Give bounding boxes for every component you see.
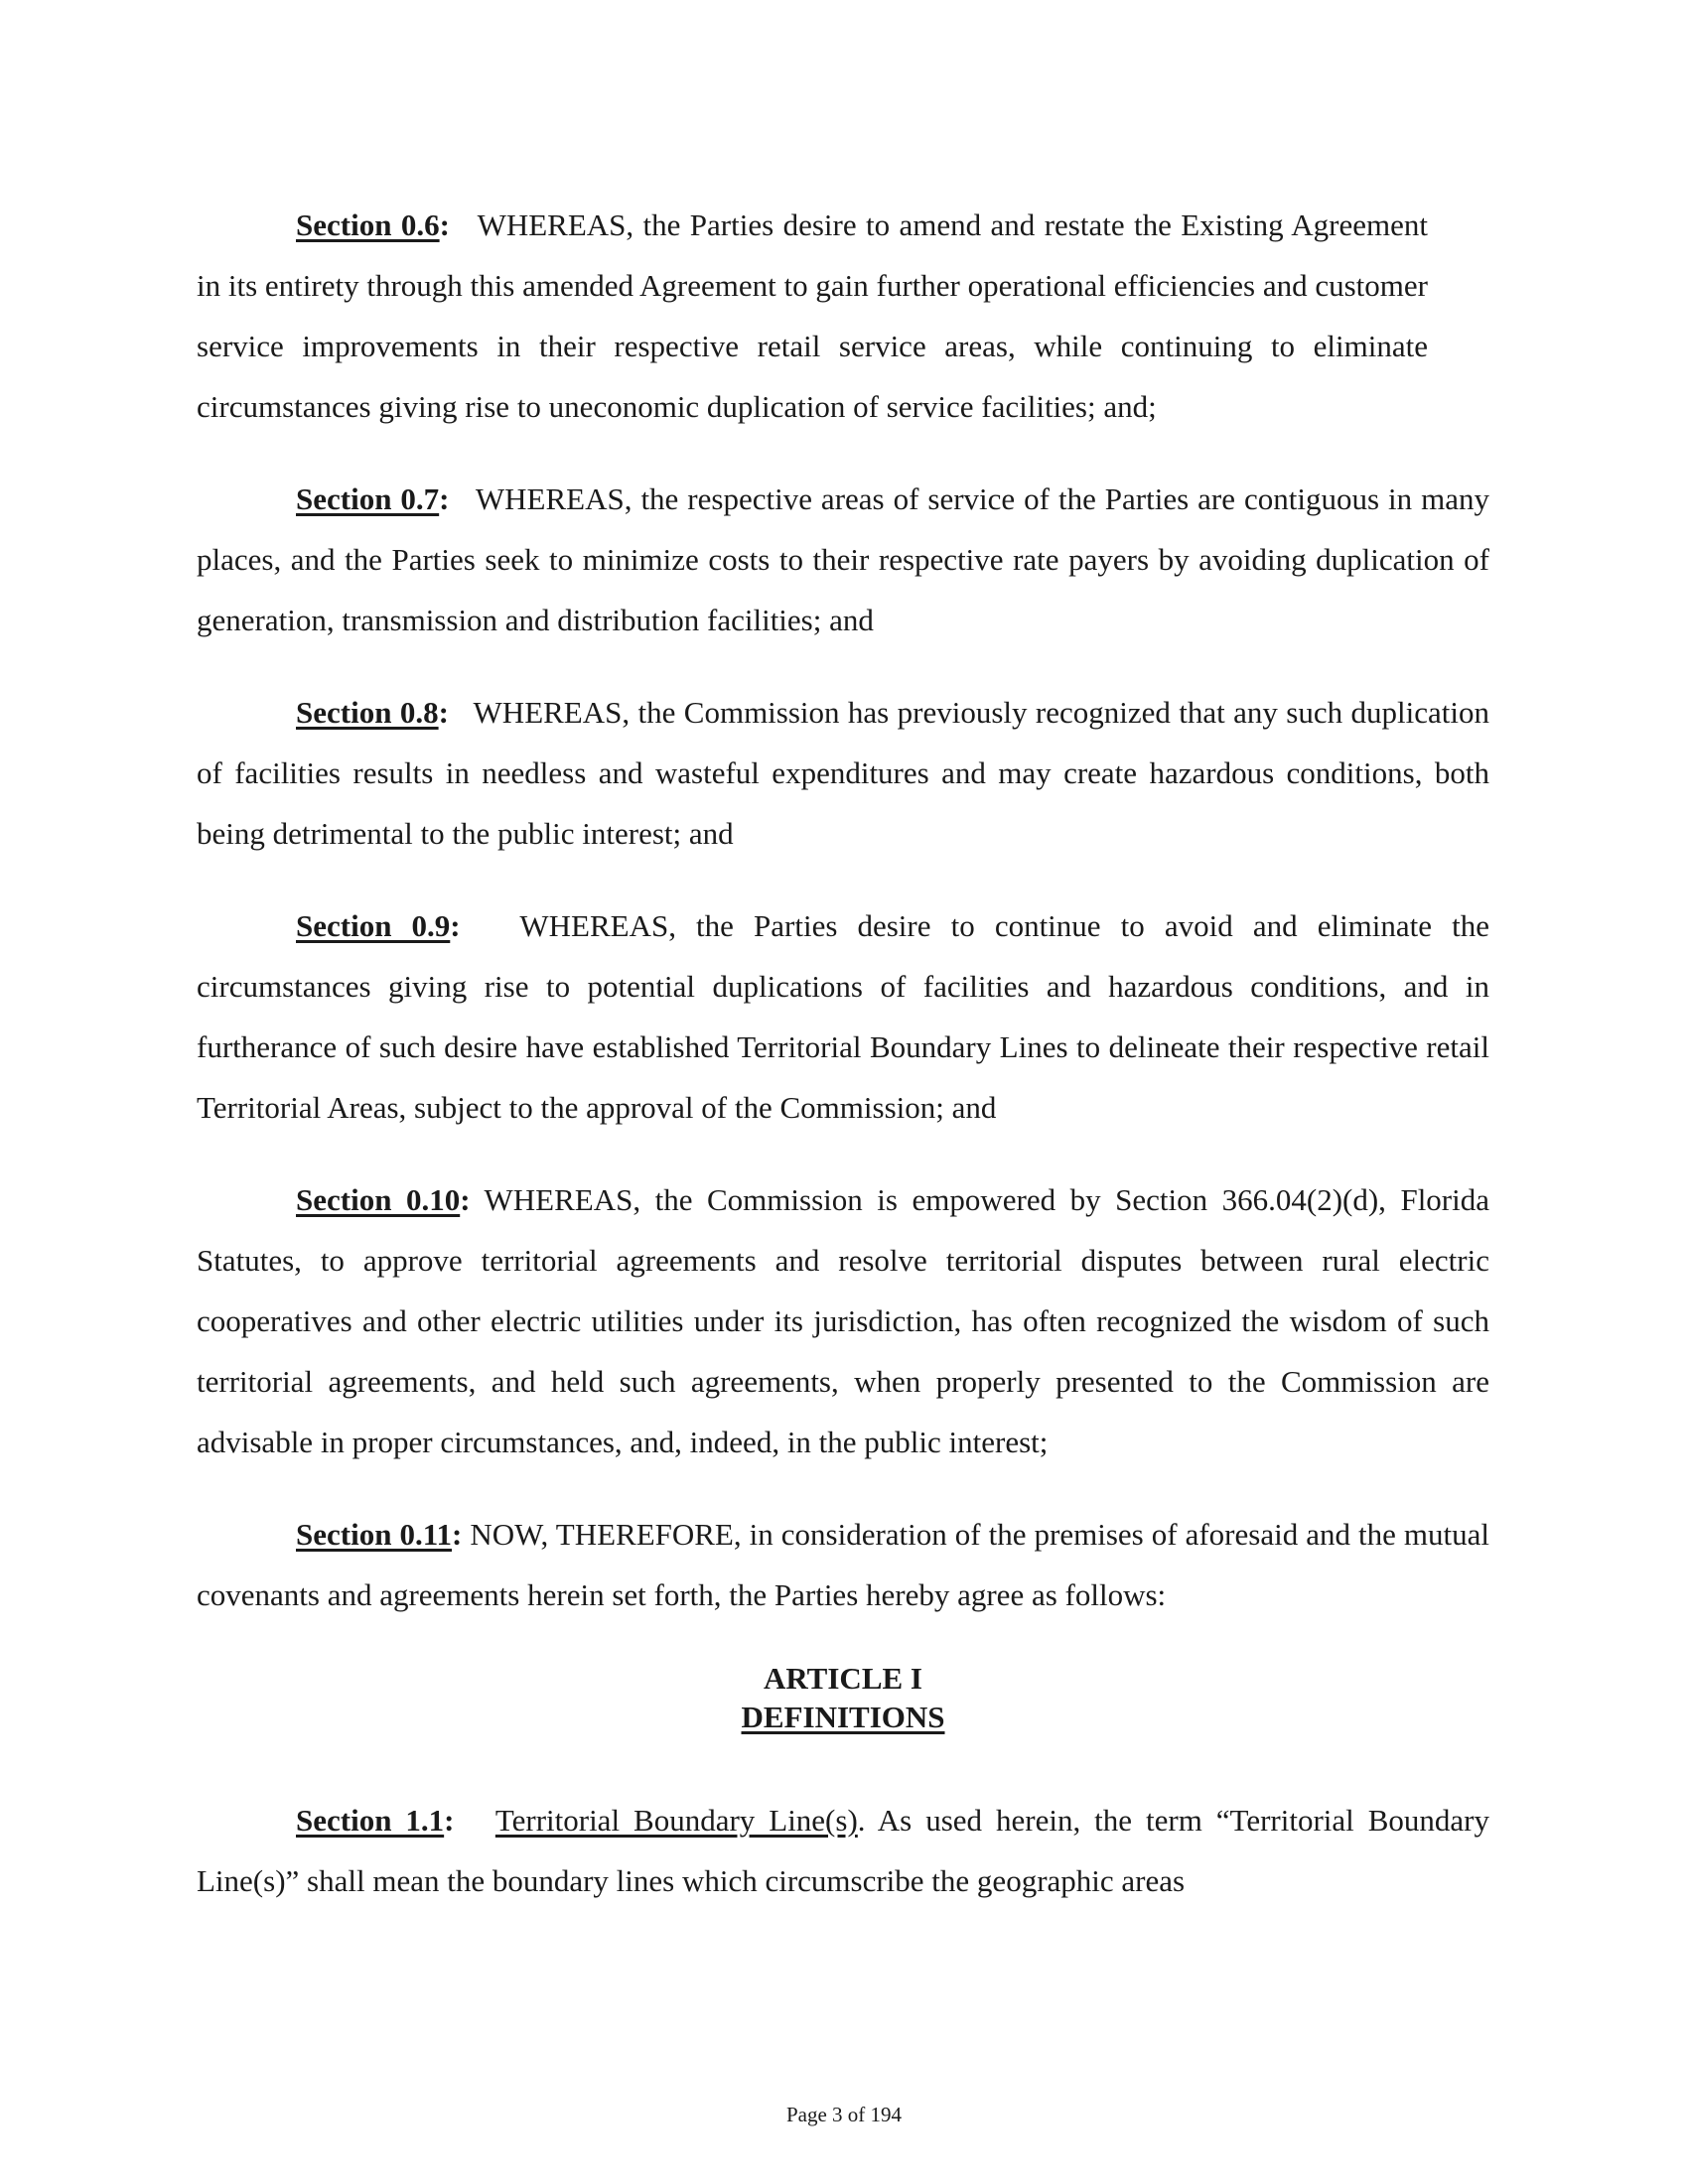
section-text: WHEREAS, the Commission has previously recognized that any such duplication of facilities results in needless and wasteful expenditures and may create hazardous conditions, both being detrimental to the public interest; and	[197, 695, 1489, 851]
section-colon: :	[452, 1517, 463, 1552]
section-colon: :	[460, 1182, 471, 1217]
section-label: Section 0.7	[296, 481, 440, 516]
section-label: Section 0.9	[296, 908, 451, 943]
section-colon: :	[450, 908, 461, 943]
section-label: Section 0.11	[296, 1517, 452, 1552]
section-text: WHEREAS, the respective areas of service of the Parties are contiguous in many places, and the Parties seek to minimize costs to their respective rate payers by avoiding duplication of generation, transmission and distribution facilities; and	[197, 481, 1489, 637]
section-text: WHEREAS, the Parties desire to amend and restate the Existing Agreement in its entirety through this amended Agreement to gain further operational efficiencies and customer service improvements in their respective retail service areas, while continuing to eliminate circumstances giving rise to uneconomic duplication of service facilities; and;	[197, 207, 1428, 424]
section-0-10-paragraph	[197, 1169, 1489, 1472]
section-1-1-paragraph	[197, 1790, 1489, 1911]
page-number-footer: Page 3 of 194	[785, 2103, 903, 2126]
defined-term: Territorial Boundary Line(s)	[494, 1803, 858, 1838]
article-title: DEFINITIONS	[741, 1700, 945, 1734]
section-0-7-paragraph	[197, 469, 1489, 650]
section-0-8-paragraph	[197, 682, 1489, 864]
section-label: Section 1.1	[296, 1803, 445, 1838]
section-label: Section 0.10	[296, 1182, 461, 1217]
section-colon: :	[439, 481, 450, 516]
section-0-6-paragraph	[197, 195, 1428, 437]
section-text: WHEREAS, the Commission is empowered by Section 366.04(2)(d), Florida Statutes, to approve territorial agreements and resolve territorial disputes between rural electric cooperatives and other electric utilities under its jurisdiction, has often recognized the wisdom of such territorial agreements, and held such agreements, when properly presented to the Commission are advisable in proper circumstances, and, indeed, in the public interest;	[197, 1182, 1489, 1459]
section-0-11-paragraph	[197, 1504, 1489, 1625]
section-text: WHEREAS, the Parties desire to continue to avoid and eliminate the circumstances giving rise to potential duplications of facilities and hazardous conditions, and in furtherance of such desire have established Territorial Boundary Lines to delineate their respective retail Territorial Areas, subject to the approval of the Commission; and	[197, 908, 1490, 1125]
section-text: NOW, THEREFORE, in consideration of the premises of aforesaid and the mutual covenants and agreements herein set forth, the Parties hereby agree as follows:	[197, 1517, 1489, 1612]
section-label: Section 0.8	[296, 695, 439, 730]
section-text: . As used herein, the term “Territorial Boundary Line(s)” shall mean the boundary lines which circumscribe the geographic areas	[197, 1803, 1489, 1898]
section-0-9-paragraph	[197, 895, 1489, 1138]
document-page	[197, 195, 1489, 1943]
section-colon: :	[438, 695, 449, 730]
article-heading	[197, 1659, 1489, 1736]
article-number: ARTICLE I	[764, 1661, 922, 1696]
section-colon: :	[439, 207, 450, 242]
section-colon: :	[444, 1803, 455, 1838]
section-label: Section 0.6	[296, 207, 440, 242]
